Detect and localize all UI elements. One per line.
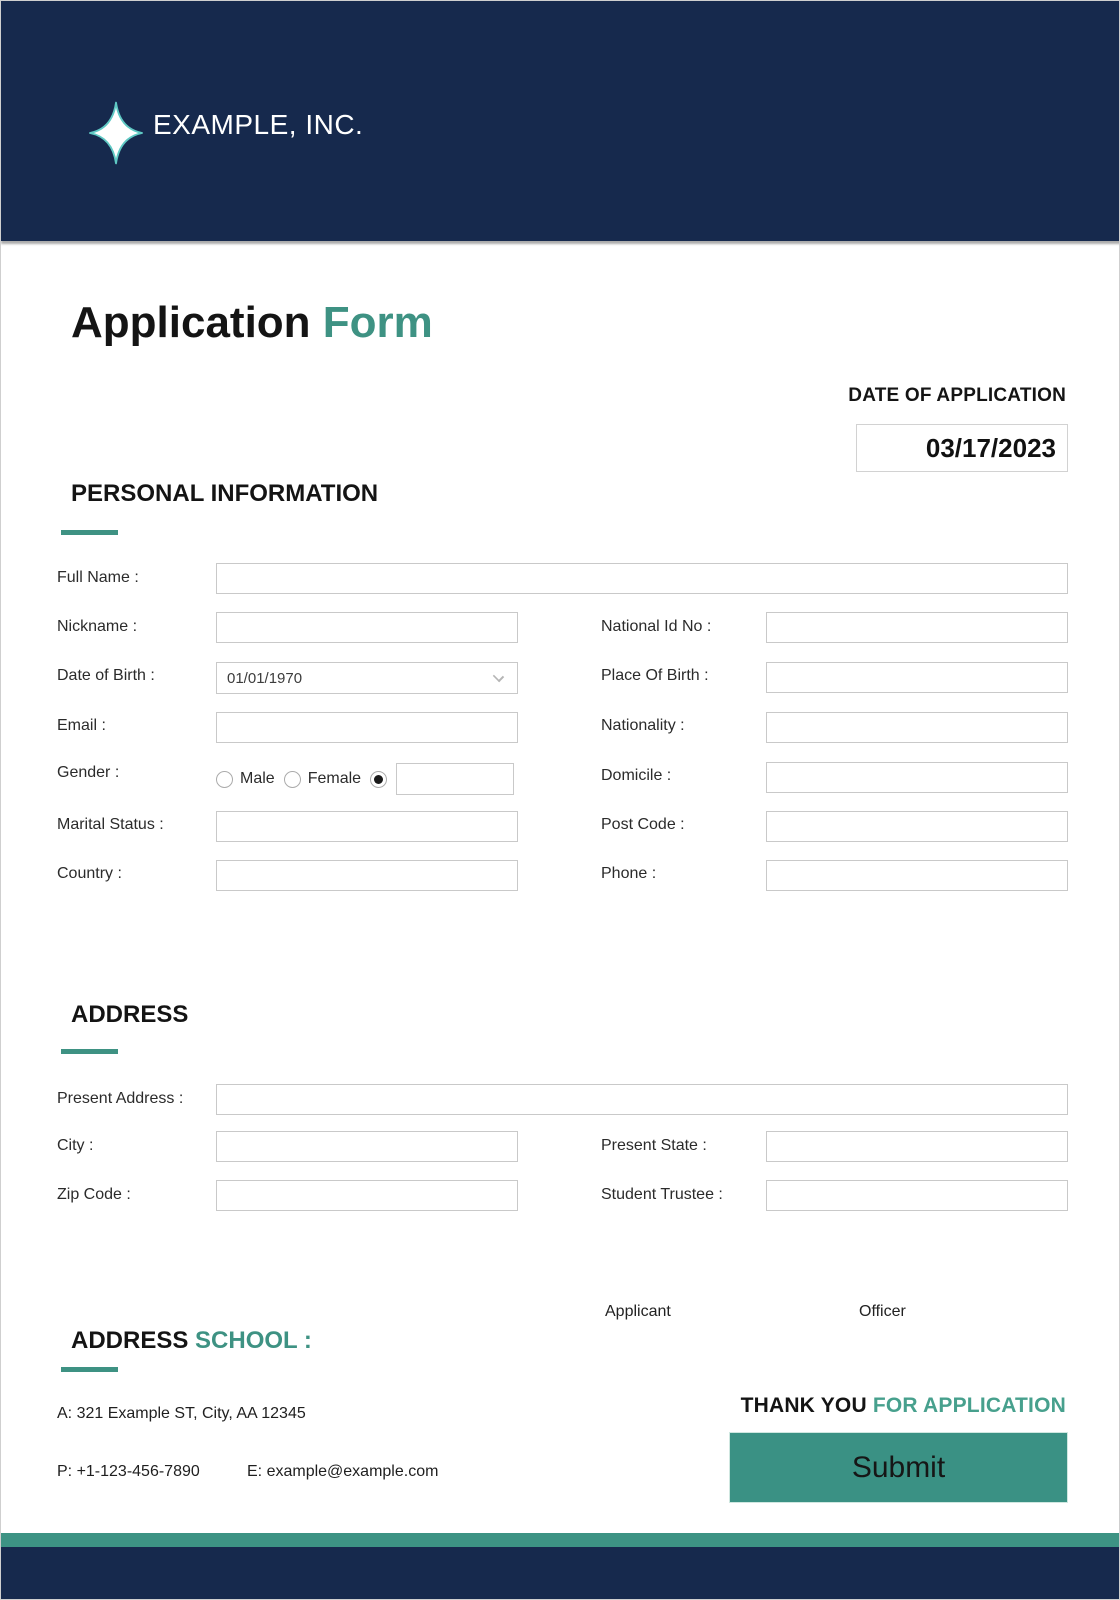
city-input[interactable] xyxy=(216,1131,518,1162)
chevron-down-icon xyxy=(493,671,504,682)
submit-button[interactable]: Submit xyxy=(729,1432,1068,1503)
post-code-input[interactable] xyxy=(766,811,1068,842)
radio-circle-icon xyxy=(370,771,387,788)
date-of-birth-value: 01/01/1970 xyxy=(227,669,303,687)
present-state-input[interactable] xyxy=(766,1131,1068,1162)
header-banner xyxy=(1,1,1120,241)
school-section-rule xyxy=(61,1367,118,1372)
student-trustee-label: Student Trustee : xyxy=(601,1186,723,1203)
footer-navy-bar xyxy=(1,1547,1120,1600)
domicile-input[interactable] xyxy=(766,762,1068,793)
nickname-label: Nickname : xyxy=(57,618,138,635)
zip-code-input[interactable] xyxy=(216,1180,518,1211)
email-label: Email : xyxy=(57,717,106,734)
personal-section-rule xyxy=(61,530,118,535)
present-address-label: Present Address : xyxy=(57,1090,184,1107)
zip-code-label: Zip Code : xyxy=(57,1186,131,1203)
marital-status-label: Marital Status : xyxy=(57,816,164,833)
country-input[interactable] xyxy=(216,860,518,891)
thank-you-accent: FOR APPLICATION xyxy=(872,1394,1066,1417)
page-title xyxy=(71,298,433,348)
present-address-input[interactable] xyxy=(216,1084,1068,1115)
radio-circle-icon xyxy=(284,771,301,788)
date-of-birth-select[interactable] xyxy=(216,662,518,694)
officer-label: Officer xyxy=(859,1303,906,1320)
post-code-label: Post Code : xyxy=(601,816,685,833)
place-of-birth-input[interactable] xyxy=(766,662,1068,693)
address-school-heading-accent: SCHOOL : xyxy=(195,1327,312,1354)
gender-radio-group xyxy=(216,763,387,795)
place-of-birth-label: Place Of Birth : xyxy=(601,667,709,684)
gender-radio-male[interactable] xyxy=(216,770,284,788)
phone-label: Phone : xyxy=(601,865,657,882)
gender-radio-female[interactable] xyxy=(284,770,370,788)
page-title-accent: Form xyxy=(322,298,433,347)
applicant-label: Applicant xyxy=(605,1303,671,1320)
address-school-heading xyxy=(71,1327,312,1355)
application-date-field[interactable]: 03/17/2023 xyxy=(856,424,1068,472)
thank-you-black: THANK YOU xyxy=(740,1394,867,1417)
footer-teal-bar xyxy=(1,1533,1120,1547)
phone-input[interactable] xyxy=(766,860,1068,891)
sparkle-star-icon xyxy=(85,94,147,172)
radio-circle-icon xyxy=(216,771,233,788)
country-label: Country : xyxy=(57,865,122,882)
address-heading: ADDRESS xyxy=(71,1001,189,1028)
gender-male-label: Male xyxy=(240,770,275,787)
gender-female-label: Female xyxy=(307,770,362,787)
personal-information-heading: PERSONAL INFORMATION xyxy=(71,480,379,507)
domicile-label: Domicile : xyxy=(601,767,672,784)
nationality-input[interactable] xyxy=(766,712,1068,743)
thank-you-line xyxy=(566,1394,1066,1418)
national-id-label: National Id No : xyxy=(601,618,712,635)
email-input[interactable] xyxy=(216,712,518,743)
full-name-input[interactable] xyxy=(216,563,1068,594)
marital-status-input[interactable] xyxy=(216,811,518,842)
gender-radio-other[interactable] xyxy=(370,771,387,788)
school-email-line: E: example@example.com xyxy=(247,1463,439,1480)
company-name: EXAMPLE, INC. xyxy=(153,109,364,140)
address-section-rule xyxy=(61,1049,118,1054)
city-label: City : xyxy=(57,1137,94,1154)
nickname-input[interactable] xyxy=(216,612,518,643)
gender-label: Gender : xyxy=(57,764,120,781)
national-id-input[interactable] xyxy=(766,612,1068,643)
page-title-black: Application xyxy=(71,298,311,347)
student-trustee-input[interactable] xyxy=(766,1180,1068,1211)
present-state-label: Present State : xyxy=(601,1137,707,1154)
date-of-application-label: DATE OF APPLICATION xyxy=(848,385,1066,406)
school-phone-line: P: +1-123-456-7890 xyxy=(57,1463,200,1480)
address-school-heading-black: ADDRESS xyxy=(71,1327,189,1354)
full-name-label: Full Name : xyxy=(57,569,139,586)
date-of-birth-label: Date of Birth : xyxy=(57,667,155,684)
nationality-label: Nationality : xyxy=(601,717,685,734)
school-address-line: A: 321 Example ST, City, AA 12345 xyxy=(57,1405,306,1422)
gender-other-input[interactable] xyxy=(396,763,514,795)
